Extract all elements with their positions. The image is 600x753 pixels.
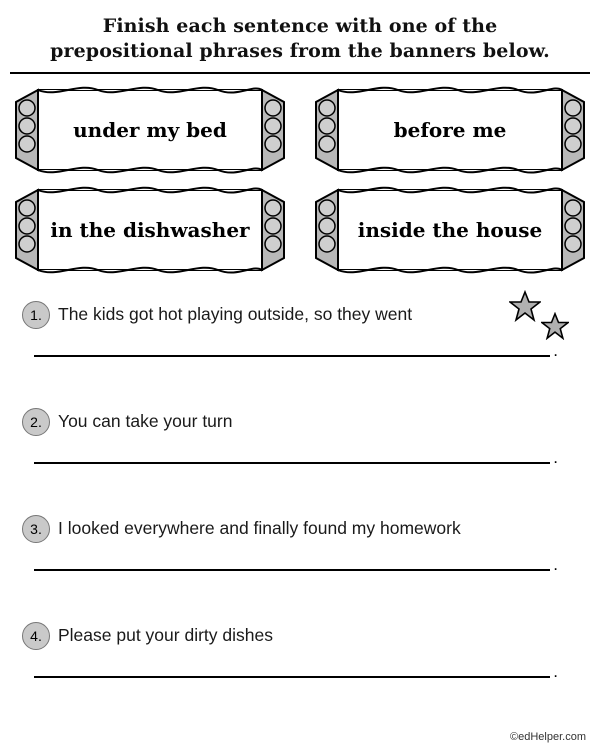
question-number: 2. [22,408,50,436]
question-row [22,407,578,436]
answer-blank[interactable] [34,448,558,467]
question-item-4 [22,621,578,728]
question-text: You can take your turn [58,411,233,431]
question-text: The kids got hot playing outside, so they went [58,304,413,324]
answer-rule[interactable] [34,568,550,571]
question-list [22,300,578,728]
page-title [0,14,600,64]
answer-rule[interactable] [34,461,550,464]
question-row [22,621,578,650]
banner-label: inside the house [357,218,543,242]
title-divider [10,72,590,74]
banner-in-the-dishwasher[interactable] [8,182,292,278]
answer-period: . [553,662,558,681]
answer-rule[interactable] [34,354,550,357]
answer-period: . [553,555,558,574]
answer-blank[interactable] [34,662,558,681]
banner-under-my-bed[interactable] [8,82,292,178]
question-text: I looked everywhere and finally found my homework [58,518,461,538]
answer-blank[interactable] [34,555,558,574]
banner-inside-the-house[interactable] [308,182,592,278]
question-item-1 [22,300,578,407]
question-number: 1. [22,301,50,329]
answer-blank[interactable] [34,341,558,360]
banner-label: before me [393,118,507,142]
question-item-2 [22,407,578,514]
banner-label: in the dishwasher [50,218,250,242]
question-number: 4. [22,622,50,650]
banner-row-2 [8,182,592,278]
answer-rule[interactable] [34,675,550,678]
question-text: Please put your dirty dishes [58,625,273,645]
banner-before-me[interactable] [308,82,592,178]
page-title-line-1: Finish each sentence with one of the [102,15,498,37]
question-row [22,514,578,543]
banner-group [8,82,592,282]
question-item-3 [22,514,578,621]
answer-period: . [553,448,558,467]
banner-label: under my bed [73,118,227,142]
footer-credit: ©edHelper.com [510,731,586,743]
banner-row-1 [8,82,592,178]
answer-period: . [553,341,558,360]
question-number: 3. [22,515,50,543]
question-row [22,300,578,329]
page-title-line-2: prepositional phrases from the banners below. [50,40,550,62]
